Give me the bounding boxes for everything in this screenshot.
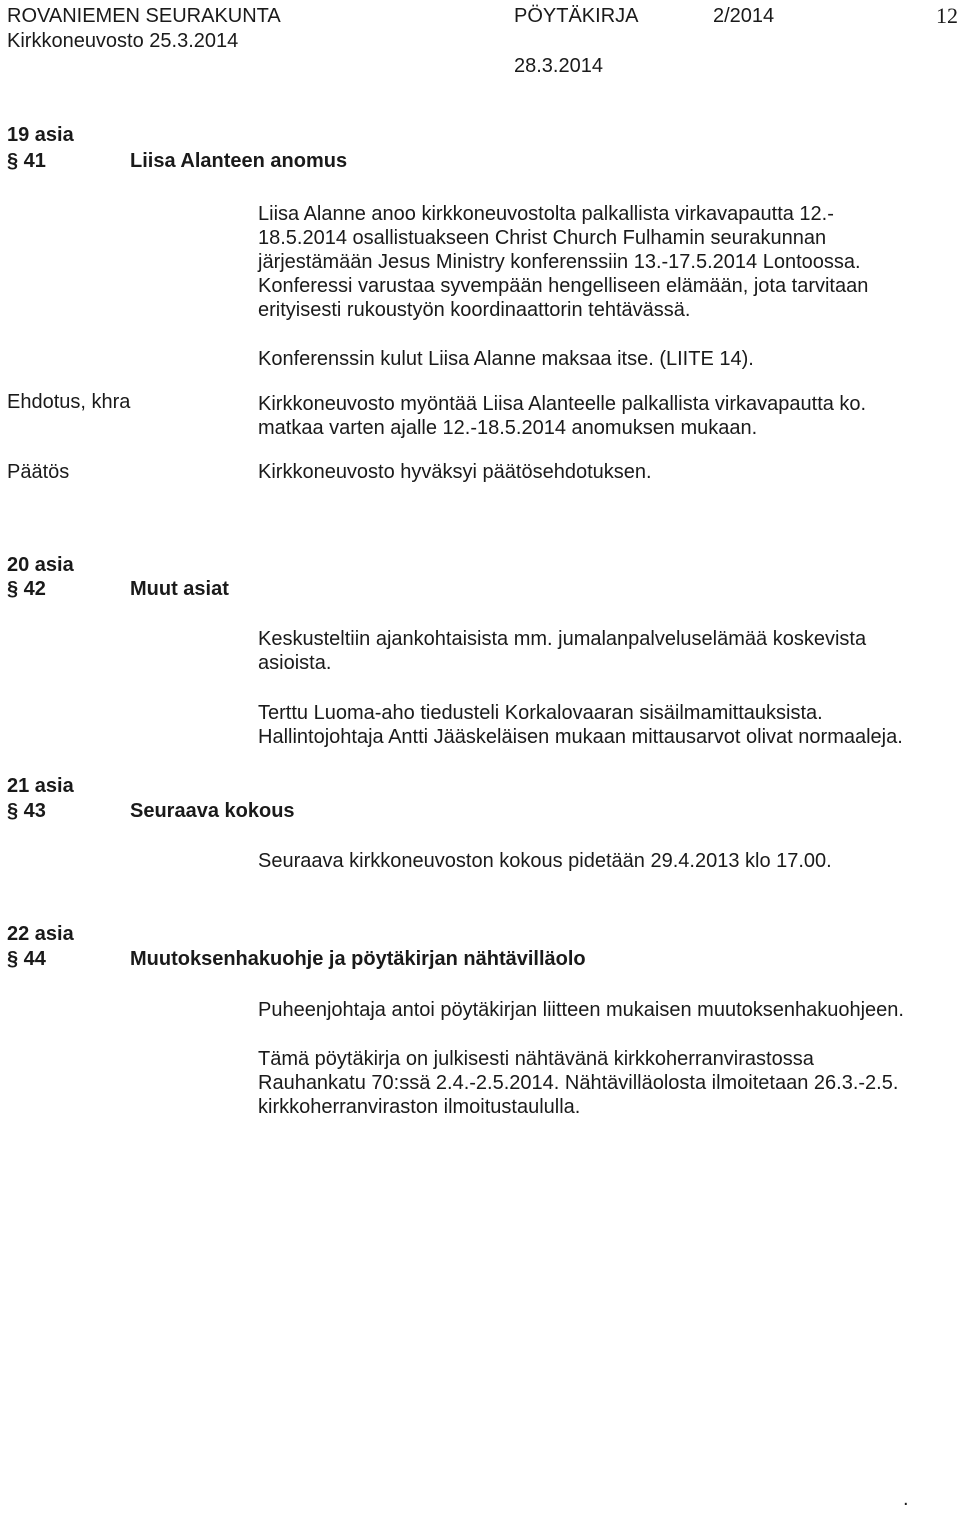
body-line: 18.5.2014 osallistuakseen Christ Church Fulhamin seurakunnan xyxy=(258,227,827,249)
body-line: kirkkoherranviraston ilmoitustaululla. xyxy=(258,1096,581,1118)
item-body-secondary xyxy=(258,1047,958,1119)
body-line: järjestämään Jesus Ministry konferenssiin 13.-17.5.2014 Lontoossa. xyxy=(258,251,861,273)
decision-text: Kirkkoneuvosto hyväksyi päätösehdotuksen. xyxy=(258,461,652,483)
item-body: Puheenjohtaja antoi pöytäkirjan liitteen mukaisen muutoksenhakuohjeen. xyxy=(258,999,904,1021)
body-line: Terttu Luoma-aho tiedusteli Korkalovaaran sisäilmamittauksista. xyxy=(258,702,823,724)
document-date: 28.3.2014 xyxy=(514,55,603,77)
document-type: PÖYTÄKIRJA xyxy=(514,5,639,27)
item-title: Muut asiat xyxy=(130,578,229,600)
item-title: Seuraava kokous xyxy=(130,800,295,822)
body-line: Liisa Alanne anoo kirkkoneuvostolta palkallista virkavapautta 12.- xyxy=(258,203,834,225)
item-number: 21 asia xyxy=(7,775,74,797)
meeting-name: Kirkkoneuvosto 25.3.2014 xyxy=(7,30,239,52)
body-line: Hallintojohtaja Antti Jääskeläisen mukaan mittausarvot olivat normaaleja. xyxy=(258,726,903,748)
body-line: Konferessi varustaa syvempään hengelliseen elämään, jota tarvitaan xyxy=(258,275,869,297)
item-number: 20 asia xyxy=(7,554,74,576)
proposal-line: Kirkkoneuvosto myöntää Liisa Alanteelle palkallista virkavapautta ko. xyxy=(258,393,867,415)
item-title: Liisa Alanteen anomus xyxy=(130,150,348,172)
body-line: Rauhankatu 70:ssä 2.4.-2.5.2014. Nähtävilläolosta ilmoitetaan 26.3.-2.5. xyxy=(258,1072,899,1094)
item-title: Muutoksenhakuohje ja pöytäkirjan nähtävilläolo xyxy=(130,948,586,970)
proposal-label: Ehdotus, khra xyxy=(7,391,131,413)
item-body xyxy=(258,627,958,675)
body-line: asioista. xyxy=(258,652,332,674)
paragraph-number: § 44 xyxy=(7,948,46,970)
paragraph-number: § 43 xyxy=(7,800,46,822)
proposal-text xyxy=(258,392,958,440)
body-line: erityisesti rukoustyön koordinaattorin tehtävässä. xyxy=(258,299,691,321)
item-body: Seuraava kirkkoneuvoston kokous pidetään 29.4.2013 klo 17.00. xyxy=(258,850,832,872)
footer-mark: . xyxy=(903,1488,909,1510)
proposal-line: matkaa varten ajalle 12.-18.5.2014 anomuksen mukaan. xyxy=(258,417,758,439)
decision-label: Päätös xyxy=(7,461,70,483)
item-number: 19 asia xyxy=(7,124,74,146)
body-line: Tämä pöytäkirja on julkisesti nähtävänä kirkkoherranvirastossa xyxy=(258,1048,814,1070)
costs-text: Konferenssin kulut Liisa Alanne maksaa itse. (LIITE 14). xyxy=(258,348,754,370)
paragraph-number: § 42 xyxy=(7,578,46,600)
page-number: 12 xyxy=(936,3,958,28)
paragraph-number: § 41 xyxy=(7,150,46,172)
item-body xyxy=(258,202,958,322)
document-number: 2/2014 xyxy=(713,5,775,27)
item-number: 22 asia xyxy=(7,923,74,945)
body-line: Keskusteltiin ajankohtaisista mm. jumalanpalveluselämää koskevista xyxy=(258,628,867,650)
item-body-secondary xyxy=(258,701,958,749)
organization-name: ROVANIEMEN SEURAKUNTA xyxy=(7,5,281,27)
